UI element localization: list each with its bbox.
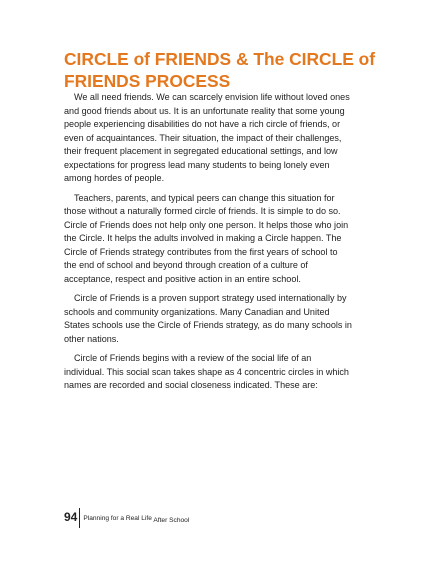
text-line: schools and community organizations. Many Canadian and United xyxy=(64,306,330,317)
text-line: individual. This social scan takes shape as 4 concentric circles in which xyxy=(64,366,349,377)
page-number: 94 xyxy=(64,510,78,524)
text-line: Circle of Friends strategy contributes from the first years of school to xyxy=(64,246,338,257)
running-title xyxy=(83,514,189,524)
text-line: acceptance, respect and positive action in an entire school. xyxy=(64,273,301,284)
running-title-main: Planning for a Real Life xyxy=(83,515,152,522)
text-line: Circle of Friends does not help only one person. It helps those who join xyxy=(64,219,349,230)
text-line: other nations. xyxy=(64,333,119,344)
title-line-2: FRIENDS PROCESS xyxy=(64,71,231,91)
paragraph-proven-strategy xyxy=(64,292,394,346)
text-line: people experiencing disabilities do not have a rich circle of friends, or xyxy=(64,119,341,129)
text-line: Teachers, parents, and typical peers can change this situation for xyxy=(74,192,335,203)
paragraph-need-friends xyxy=(64,91,394,186)
paragraph-social-scan xyxy=(64,352,394,393)
text-line: Circle of Friends begins with a review of the social life of an xyxy=(74,353,312,363)
text-line: among hordes of people. xyxy=(64,173,165,183)
page-footer xyxy=(64,508,189,530)
page-title xyxy=(64,48,384,92)
text-line: Circle of Friends is a proven support strategy used internationally by xyxy=(74,293,347,303)
text-line: States schools use the Circle of Friends strategy, as do many schools in xyxy=(64,320,352,330)
text-line: and good friends about us. It is an unfortunate reality that some young xyxy=(64,105,345,116)
paragraph-change-situation xyxy=(64,192,394,287)
text-line: expectations for progress lead many students to being lonely even xyxy=(64,159,330,170)
title-line-1: CIRCLE of FRIENDS & The CIRCLE of xyxy=(64,49,376,69)
text-line: the end of school and beyond through creation of a culture of xyxy=(64,260,308,270)
text-line: their frequent placement in segregated educational settings, and low xyxy=(64,146,338,156)
text-line: names are recorded and social closeness indicated. These are: xyxy=(64,380,318,390)
running-title-sub: After School xyxy=(153,517,190,524)
text-line: those without a naturally formed circle of friends. It is simple to do so. xyxy=(64,206,341,216)
text-line: We all need friends. We can scarcely envision life without loved ones xyxy=(74,92,350,102)
text-line: even of acquaintances. Their situation, the impact of their challenges, xyxy=(64,132,342,143)
footer-divider xyxy=(79,508,80,528)
text-line: the Circle. It helps the adults involved in making a Circle happen. The xyxy=(64,233,342,243)
body-text xyxy=(64,91,394,399)
